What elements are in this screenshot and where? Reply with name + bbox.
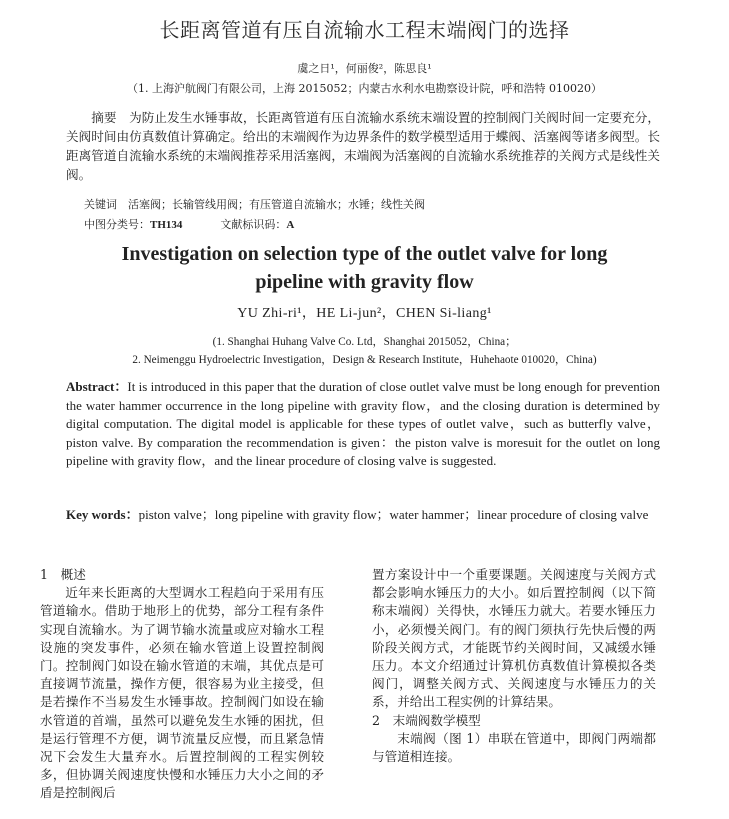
section-2-heading: 2 末端阀数学模型	[372, 712, 481, 728]
english-title	[0, 240, 729, 296]
chinese-abstract	[66, 108, 660, 184]
chinese-authors: 虞之日¹，何丽俊²，陈思良¹	[297, 62, 432, 75]
english-title-line2: pipeline with gravity flow	[255, 271, 474, 293]
section-1-continued: 置方案设计中一个重要课题。关阀速度与关阀方式都会影响水锤压力的大小。如后置控制阀（以下简称末端阀）关得快，水锤压力就大。若要水锤压力小，必须慢关阀门。有的阀门须执行先快后慢的两阶段关阀方式，才能既节约关阀时间，又减缓水锤压力。本文介绍通过计算机仿真数值计算模拟各类阀门，调整关阀方式、关阀速度与水锤压力的关系，并给出工程实例的计算结果。	[372, 567, 656, 710]
english-authors: YU Zhi-ri¹，HE Li-jun²，CHEN Si-liang¹	[237, 306, 492, 321]
english-abstract-label: Abstract：	[66, 379, 128, 394]
clc-label: 中图分类号：	[84, 218, 150, 231]
chinese-abstract-text: 为防止发生水锤事故，长距离管道有压自流输水系统末端设置的控制阀门关阀时间一定要充分，关阀时间由仿真数值计算确定。给出的末端阀作为边界条件的数学模型适用于蝶阀、活塞阀等诸多阀型。长距离管道自流输水系统的末端阀推荐采用活塞阀，末端阀为活塞阀的自流输水系统推荐的关阀方式是线性关阀。	[66, 110, 661, 182]
clc-value: TH134	[150, 219, 183, 231]
english-abstract-text: It is introduced in this paper that the duration of close outlet valve must be long enough for prevention the water hammer occurrence in the long pipeline with gravity flow，and the closing duration is determined by digital computation. The digital model is applicable for these types of outlet valve，such as butterfly valve，piston valve. By comparation the recommendation is given：the piston valve is moresuit for the outlet on long pipeline with gravity flow，and the linear procedure of closing valve is suggested.	[66, 379, 660, 469]
doc-code-label: 文献标识码：	[220, 218, 287, 231]
english-title-line1: Investigation on selection type of the outlet valve for long	[121, 243, 608, 265]
doc-code-value: A	[286, 219, 295, 231]
english-affiliation-1: (1. Shanghai Huhang Valve Co. Ltd，Shanghai 2015052，China；	[212, 336, 517, 348]
chinese-keywords-label: 关键词	[84, 198, 117, 211]
chinese-abstract-label: 摘要	[91, 110, 117, 125]
english-keywords	[66, 505, 660, 525]
chinese-keywords	[84, 196, 425, 212]
section-1-heading: 1 概述	[40, 567, 86, 582]
english-keywords-text: piston valve；long pipeline with gravity flow；water hammer；linear procedure of closing valve	[138, 507, 649, 522]
english-keywords-label: Key words：	[66, 507, 139, 522]
section-2-paragraph: 末端阀（图 1）串联在管道中，即阀门两端都与管道相连接。	[372, 730, 656, 765]
chinese-keywords-text: 活塞阀；长输管线用阀；有压管道自流输水；水锤；线性关阀	[128, 198, 425, 211]
body-column-right	[372, 566, 656, 766]
body-column-left	[40, 566, 324, 803]
section-1-paragraph: 近年来长距离的大型调水工程趋向于采用有压管道输水。借助于地形上的优势，部分工程有条件实现自流输水。为了调节输水流量或应对输水工程设施的突发事件，必须在输水管道上设置控制阀门。控制阀门如设在输水管道的末端，其优点是可直接调节流量，操作方便，很容易为业主接受，但是若操作不当易发生水锤事故。控制阀门如设在输水管道的首端，虽然可以避免发生水锤的困扰，但是运行管理不方便，调节流量反应慢，而且紧急情况下会发生大量弃水。后置控制阀的工程实例较多，但协调关阀速度快慢和水锤压力大小之间的矛盾是控制阀后	[40, 585, 324, 801]
english-affiliation-2: 2. Neimenggu Hydroelectric Investigation，Design & Research Institute，Huhehaote 010020，China)	[132, 354, 597, 366]
classification-line	[84, 216, 294, 232]
chinese-title: 长距离管道有压自流输水工程末端阀门的选择	[159, 18, 570, 42]
chinese-affiliation: （1. 上海沪航阀门有限公司，上海 2015052；内蒙古水利水电勘察设计院，呼和浩特 010020）	[127, 82, 602, 95]
english-abstract	[66, 378, 660, 471]
